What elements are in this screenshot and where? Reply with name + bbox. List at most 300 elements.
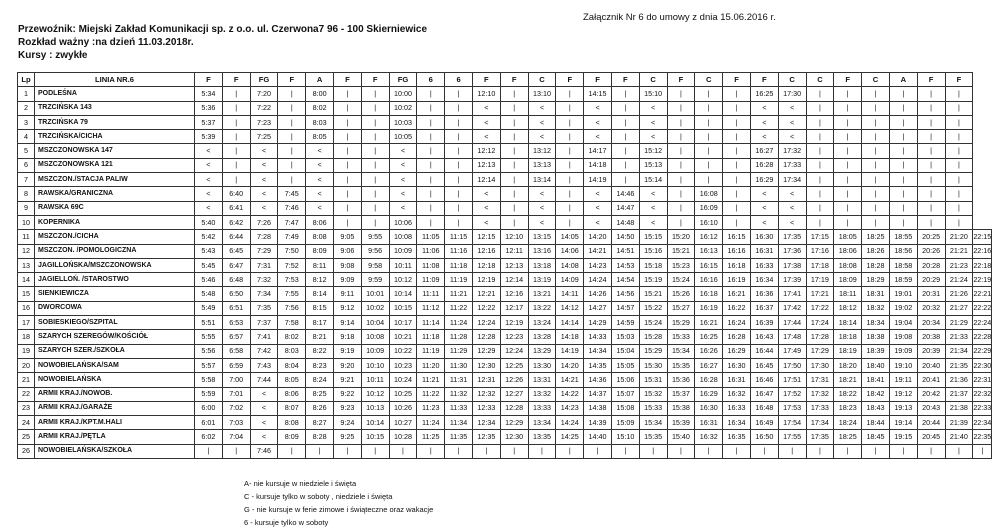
departure-time: | (862, 87, 890, 101)
departure-time: 11:28 (445, 330, 473, 344)
departure-time: < (306, 144, 334, 158)
departure-time: | (500, 173, 528, 187)
departure-time: 14:50 (611, 230, 639, 244)
stop-name: MSZCZON. /POMOLOGICZNA (35, 244, 195, 258)
departure-time: 12:28 (472, 330, 500, 344)
departure-time: | (417, 115, 445, 129)
departure-time: | (584, 444, 612, 458)
departure-time: | (723, 101, 751, 115)
departure-time: | (556, 101, 584, 115)
stop-number: 15 (18, 287, 35, 301)
departure-time: 16:13 (695, 244, 723, 258)
departure-time: 7:53 (278, 273, 306, 287)
departure-time: 16:30 (723, 358, 751, 372)
departure-time: < (584, 187, 612, 201)
departure-time: | (806, 215, 834, 229)
departure-time: 7:44 (250, 373, 278, 387)
departure-time: < (195, 201, 223, 215)
departure-time: 7:41 (250, 330, 278, 344)
departure-time: 17:19 (806, 273, 834, 287)
table-row (18, 373, 992, 387)
stop-name: PODLEŚNA (35, 87, 195, 101)
departure-time: 17:50 (778, 358, 806, 372)
departure-time: | (639, 444, 667, 458)
departure-time: | (417, 87, 445, 101)
departure-time: 9:21 (333, 373, 361, 387)
departure-time: < (778, 115, 806, 129)
legend-item: C - kursuje tylko w soboty , niedziele i święta (244, 492, 393, 501)
departure-time: | (862, 144, 890, 158)
departure-time: | (806, 444, 834, 458)
departure-time: 16:45 (750, 358, 778, 372)
departure-time: 17:34 (778, 173, 806, 187)
departure-time: 8:25 (306, 387, 334, 401)
departure-time: 18:23 (834, 401, 862, 415)
departure-time: 14:18 (584, 158, 612, 172)
table-row (18, 330, 992, 344)
departure-time: 11:24 (417, 416, 445, 430)
stop-number: 7 (18, 173, 35, 187)
departure-time: < (250, 144, 278, 158)
departure-time: 14:17 (584, 144, 612, 158)
departure-time: 14:05 (556, 230, 584, 244)
departure-time: | (723, 187, 751, 201)
departure-time: | (695, 444, 723, 458)
departure-time: 13:34 (528, 416, 556, 430)
departure-time: 17:48 (778, 330, 806, 344)
departure-time: | (806, 144, 834, 158)
departure-time: 14:22 (556, 387, 584, 401)
departure-time: 10:26 (389, 401, 417, 415)
departure-time: | (667, 144, 695, 158)
departure-time: 6:50 (222, 287, 250, 301)
departure-time: 16:19 (695, 301, 723, 315)
departure-time: | (945, 215, 973, 229)
course-code-header: 6 (445, 73, 473, 87)
departure-time: < (195, 144, 223, 158)
departure-time: 7:22 (250, 101, 278, 115)
stop-number: 26 (18, 444, 35, 458)
departure-time: 14:27 (584, 301, 612, 315)
departure-time: 16:10 (695, 215, 723, 229)
departure-time: 14:47 (611, 201, 639, 215)
stop-number: 4 (18, 130, 35, 144)
table-row (18, 444, 992, 458)
departure-time: 5:46 (195, 273, 223, 287)
departure-time: | (556, 87, 584, 101)
departure-time: 16:22 (723, 301, 751, 315)
departure-time: | (556, 173, 584, 187)
course-code-header: C (778, 73, 806, 87)
departure-time: 15:21 (639, 287, 667, 301)
course-code-header: C (639, 73, 667, 87)
carrier-info: Przewoźnik: Miejski Zakład Komunikacji sp. z o.o. ul. Czerwona7 96 - 100 Skierniewice (18, 24, 428, 35)
departure-time: 22:16 (973, 244, 992, 258)
departure-time: 15:34 (639, 416, 667, 430)
departure-time: 10:01 (361, 287, 389, 301)
stop-name: NOWOBIELAŃSKA (35, 373, 195, 387)
stop-number: 20 (18, 358, 35, 372)
departure-time: 15:28 (639, 330, 667, 344)
departure-time: 17:28 (806, 330, 834, 344)
departure-time: 13:24 (528, 316, 556, 330)
departure-time: < (528, 201, 556, 215)
departure-time: 11:14 (417, 316, 445, 330)
departure-time: 10:09 (389, 244, 417, 258)
stop-name: SZARYCH SZEREGÓW/KOŚCIÓŁ (35, 330, 195, 344)
departure-time: 22:33 (973, 401, 992, 415)
departure-time: 13:12 (528, 144, 556, 158)
table-row (18, 87, 992, 101)
table-row (18, 401, 992, 415)
departure-time: 14:39 (584, 416, 612, 430)
departure-time: 7:26 (250, 215, 278, 229)
departure-time: 7:23 (250, 115, 278, 129)
departure-time: 15:18 (639, 258, 667, 272)
departure-time: | (667, 130, 695, 144)
stop-number: 11 (18, 230, 35, 244)
departure-time: 15:30 (639, 358, 667, 372)
departure-time: 14:59 (611, 316, 639, 330)
departure-time: | (667, 173, 695, 187)
departure-time: | (889, 144, 917, 158)
departure-time: 6:02 (195, 430, 223, 444)
departure-time: 17:36 (778, 244, 806, 258)
departure-time: 16:16 (723, 244, 751, 258)
departure-time: 12:19 (472, 273, 500, 287)
departure-time: | (417, 144, 445, 158)
departure-time: | (889, 444, 917, 458)
departure-time: < (306, 201, 334, 215)
departure-time: < (389, 158, 417, 172)
departure-time: 14:40 (584, 430, 612, 444)
departure-time: 14:34 (584, 344, 612, 358)
departure-time: 18:43 (862, 401, 890, 415)
departure-time: 16:25 (750, 87, 778, 101)
departure-time: | (445, 115, 473, 129)
table-row (18, 273, 992, 287)
departure-time: 12:16 (472, 244, 500, 258)
departure-time: 8:05 (306, 130, 334, 144)
departure-time: | (723, 130, 751, 144)
departure-time: 8:21 (306, 330, 334, 344)
departure-time: 18:25 (834, 430, 862, 444)
stop-name: SZARYCH SZER./SZKOŁA (35, 344, 195, 358)
departure-time: 10:11 (389, 258, 417, 272)
departure-time: 19:11 (889, 373, 917, 387)
departure-time: | (917, 115, 945, 129)
departure-time: 7:35 (250, 301, 278, 315)
departure-time: | (361, 173, 389, 187)
course-code-header: C (862, 73, 890, 87)
departure-time: 16:15 (723, 230, 751, 244)
table-row (18, 230, 992, 244)
departure-time: | (667, 201, 695, 215)
departure-time: 18:39 (862, 344, 890, 358)
departure-time: 17:35 (806, 430, 834, 444)
departure-time: 15:09 (611, 416, 639, 430)
departure-time: 20:44 (917, 416, 945, 430)
departure-time: 20:39 (917, 344, 945, 358)
departure-time: 18:55 (889, 230, 917, 244)
departure-time: 20:26 (917, 244, 945, 258)
course-code-header: F (834, 73, 862, 87)
departure-time: 12:13 (500, 258, 528, 272)
departure-time: 11:11 (417, 287, 445, 301)
departure-time: 7:46 (278, 201, 306, 215)
stop-number: 2 (18, 101, 35, 115)
departure-time: 14:06 (556, 244, 584, 258)
departure-time: 12:15 (472, 230, 500, 244)
departure-time: 8:07 (278, 401, 306, 415)
departure-time: 16:18 (695, 287, 723, 301)
departure-time: 17:15 (806, 230, 834, 244)
departure-time: | (500, 158, 528, 172)
departure-time: 10:11 (361, 373, 389, 387)
departure-time: | (361, 201, 389, 215)
departure-time: 7:55 (278, 287, 306, 301)
departure-time: | (278, 101, 306, 115)
departure-time: < (778, 215, 806, 229)
departure-time: | (806, 201, 834, 215)
departure-time: | (333, 215, 361, 229)
departure-time: 7:00 (222, 373, 250, 387)
departure-time: 15:04 (611, 344, 639, 358)
course-code-header: A (889, 73, 917, 87)
departure-time: 18:29 (862, 273, 890, 287)
departure-time: 7:49 (278, 230, 306, 244)
departure-time: | (500, 187, 528, 201)
departure-time: 11:33 (445, 401, 473, 415)
departure-time: 12:10 (472, 87, 500, 101)
departure-time: 17:52 (778, 387, 806, 401)
departure-time: 13:30 (528, 358, 556, 372)
departure-time: | (500, 144, 528, 158)
departure-time: 16:35 (723, 430, 751, 444)
stop-number: 5 (18, 144, 35, 158)
departure-time: | (333, 187, 361, 201)
course-code-header: F (611, 73, 639, 87)
departure-time: | (417, 215, 445, 229)
departure-time: 18:22 (834, 387, 862, 401)
departure-time: 7:25 (250, 130, 278, 144)
departure-time: 16:28 (695, 373, 723, 387)
departure-time: 17:33 (778, 158, 806, 172)
departure-time: | (417, 201, 445, 215)
departure-time: 17:53 (778, 401, 806, 415)
departure-time: | (445, 444, 473, 458)
departure-time: | (973, 444, 992, 458)
departure-time: 12:34 (472, 416, 500, 430)
departure-time: 6:44 (222, 230, 250, 244)
departure-time: 10:14 (389, 287, 417, 301)
stop-name: TRZCIŃSKA 79 (35, 115, 195, 129)
departure-time: 10:04 (361, 316, 389, 330)
table-row (18, 215, 992, 229)
departure-time: 22:21 (973, 287, 992, 301)
stop-number: 24 (18, 416, 35, 430)
departure-time: < (639, 130, 667, 144)
departure-time: 14:29 (584, 316, 612, 330)
departure-time: 8:04 (278, 358, 306, 372)
departure-time: 14:23 (556, 401, 584, 415)
departure-time: 14:15 (584, 87, 612, 101)
departure-time: | (556, 444, 584, 458)
departure-time: | (306, 444, 334, 458)
departure-time: 17:16 (806, 244, 834, 258)
departure-time: 18:21 (834, 373, 862, 387)
departure-time: 11:12 (417, 301, 445, 315)
departure-time: 17:34 (806, 416, 834, 430)
departure-time: 14:08 (556, 258, 584, 272)
departure-time: 15:24 (667, 273, 695, 287)
departure-time: 12:26 (500, 373, 528, 387)
departure-time: 11:22 (445, 301, 473, 315)
departure-time: 5:42 (195, 230, 223, 244)
departure-time: | (889, 115, 917, 129)
departure-time: < (778, 187, 806, 201)
departure-time: 14:25 (556, 430, 584, 444)
departure-time: 12:14 (472, 173, 500, 187)
departure-time: | (611, 158, 639, 172)
departure-time: 10:12 (361, 387, 389, 401)
departure-time: 10:09 (361, 344, 389, 358)
departure-time: 18:24 (834, 416, 862, 430)
course-code-header: 6 (417, 73, 445, 87)
departure-time: 15:21 (667, 244, 695, 258)
departure-time: | (222, 115, 250, 129)
table-row (18, 287, 992, 301)
departure-time: 8:03 (306, 115, 334, 129)
departure-time: 17:21 (806, 287, 834, 301)
departure-time: 7:28 (250, 230, 278, 244)
departure-time: 12:11 (500, 244, 528, 258)
departure-time: 17:42 (778, 301, 806, 315)
departure-time: 9:18 (333, 330, 361, 344)
departure-time: 13:15 (528, 230, 556, 244)
departure-time: | (945, 115, 973, 129)
departure-time: | (278, 130, 306, 144)
departure-time: 17:55 (778, 430, 806, 444)
departure-time: | (889, 215, 917, 229)
departure-time: | (723, 144, 751, 158)
stop-name: MSZCZON./CICHA (35, 230, 195, 244)
departure-time: 18:26 (862, 244, 890, 258)
course-code-header: F (667, 73, 695, 87)
departure-time: | (500, 201, 528, 215)
course-type: Kursy : zwykłe (18, 50, 88, 61)
departure-time: 7:01 (222, 387, 250, 401)
departure-time: 6:58 (222, 344, 250, 358)
departure-time: 5:58 (195, 373, 223, 387)
departure-time: 8:06 (306, 215, 334, 229)
departure-time: 18:11 (834, 287, 862, 301)
departure-time: 7:52 (278, 258, 306, 272)
departure-time: 12:29 (500, 416, 528, 430)
departure-time: | (222, 101, 250, 115)
departure-time: 15:20 (667, 230, 695, 244)
departure-time: | (862, 101, 890, 115)
departure-time: | (723, 173, 751, 187)
stop-number: 13 (18, 258, 35, 272)
departure-time: | (917, 444, 945, 458)
departure-time: < (472, 115, 500, 129)
table-row (18, 358, 992, 372)
departure-time: 15:10 (611, 430, 639, 444)
departure-time: 10:13 (361, 401, 389, 415)
timetable-header-row (18, 73, 992, 87)
departure-time: | (361, 215, 389, 229)
departure-time: 8:05 (278, 373, 306, 387)
departure-time: 19:04 (889, 316, 917, 330)
departure-time: < (472, 201, 500, 215)
departure-time: | (278, 444, 306, 458)
departure-time: 17:44 (778, 316, 806, 330)
departure-time: | (917, 158, 945, 172)
departure-time: 17:51 (778, 373, 806, 387)
departure-time: 20:31 (917, 287, 945, 301)
departure-time: 19:09 (889, 344, 917, 358)
departure-time: 9:55 (361, 230, 389, 244)
departure-time: 15:29 (667, 316, 695, 330)
departure-time: 8:08 (278, 416, 306, 430)
departure-time: 10:15 (361, 430, 389, 444)
departure-time: | (917, 144, 945, 158)
departure-time: 13:28 (528, 330, 556, 344)
table-row (18, 430, 992, 444)
departure-time: 15:40 (667, 430, 695, 444)
departure-time: 16:46 (750, 373, 778, 387)
stop-name: ARMII KRAJ./NOWOB. (35, 387, 195, 401)
departure-time: < (528, 115, 556, 129)
departure-time: 21:35 (945, 358, 973, 372)
table-row (18, 115, 992, 129)
departure-time: 16:39 (750, 316, 778, 330)
departure-time: 8:15 (306, 301, 334, 315)
departure-time: 18:05 (834, 230, 862, 244)
departure-time: 8:24 (306, 373, 334, 387)
departure-time: 22:34 (973, 416, 992, 430)
departure-time: | (556, 158, 584, 172)
departure-time: | (806, 130, 834, 144)
departure-time: | (445, 215, 473, 229)
departure-time: | (723, 87, 751, 101)
departure-time: 16:32 (723, 387, 751, 401)
stop-name: JAGIELLOŃ. /STAROSTWO (35, 273, 195, 287)
departure-time: 15:24 (639, 316, 667, 330)
departure-time: 8:03 (278, 344, 306, 358)
departure-time: | (611, 101, 639, 115)
departure-time: 18:08 (834, 258, 862, 272)
departure-time: | (611, 173, 639, 187)
departure-time: | (862, 215, 890, 229)
departure-time: 17:30 (806, 358, 834, 372)
departure-time: | (556, 144, 584, 158)
departure-time: 6:57 (222, 330, 250, 344)
departure-time: 8:06 (278, 387, 306, 401)
departure-time: 11:35 (445, 430, 473, 444)
departure-time: 10:14 (361, 416, 389, 430)
departure-time: 6:51 (222, 301, 250, 315)
stop-number: 19 (18, 344, 35, 358)
departure-time: | (889, 187, 917, 201)
departure-time: 11:08 (417, 258, 445, 272)
departure-time: 10:21 (389, 330, 417, 344)
departure-time: | (611, 144, 639, 158)
departure-time: 19:14 (889, 416, 917, 430)
departure-time: | (417, 130, 445, 144)
departure-time: 15:22 (639, 301, 667, 315)
